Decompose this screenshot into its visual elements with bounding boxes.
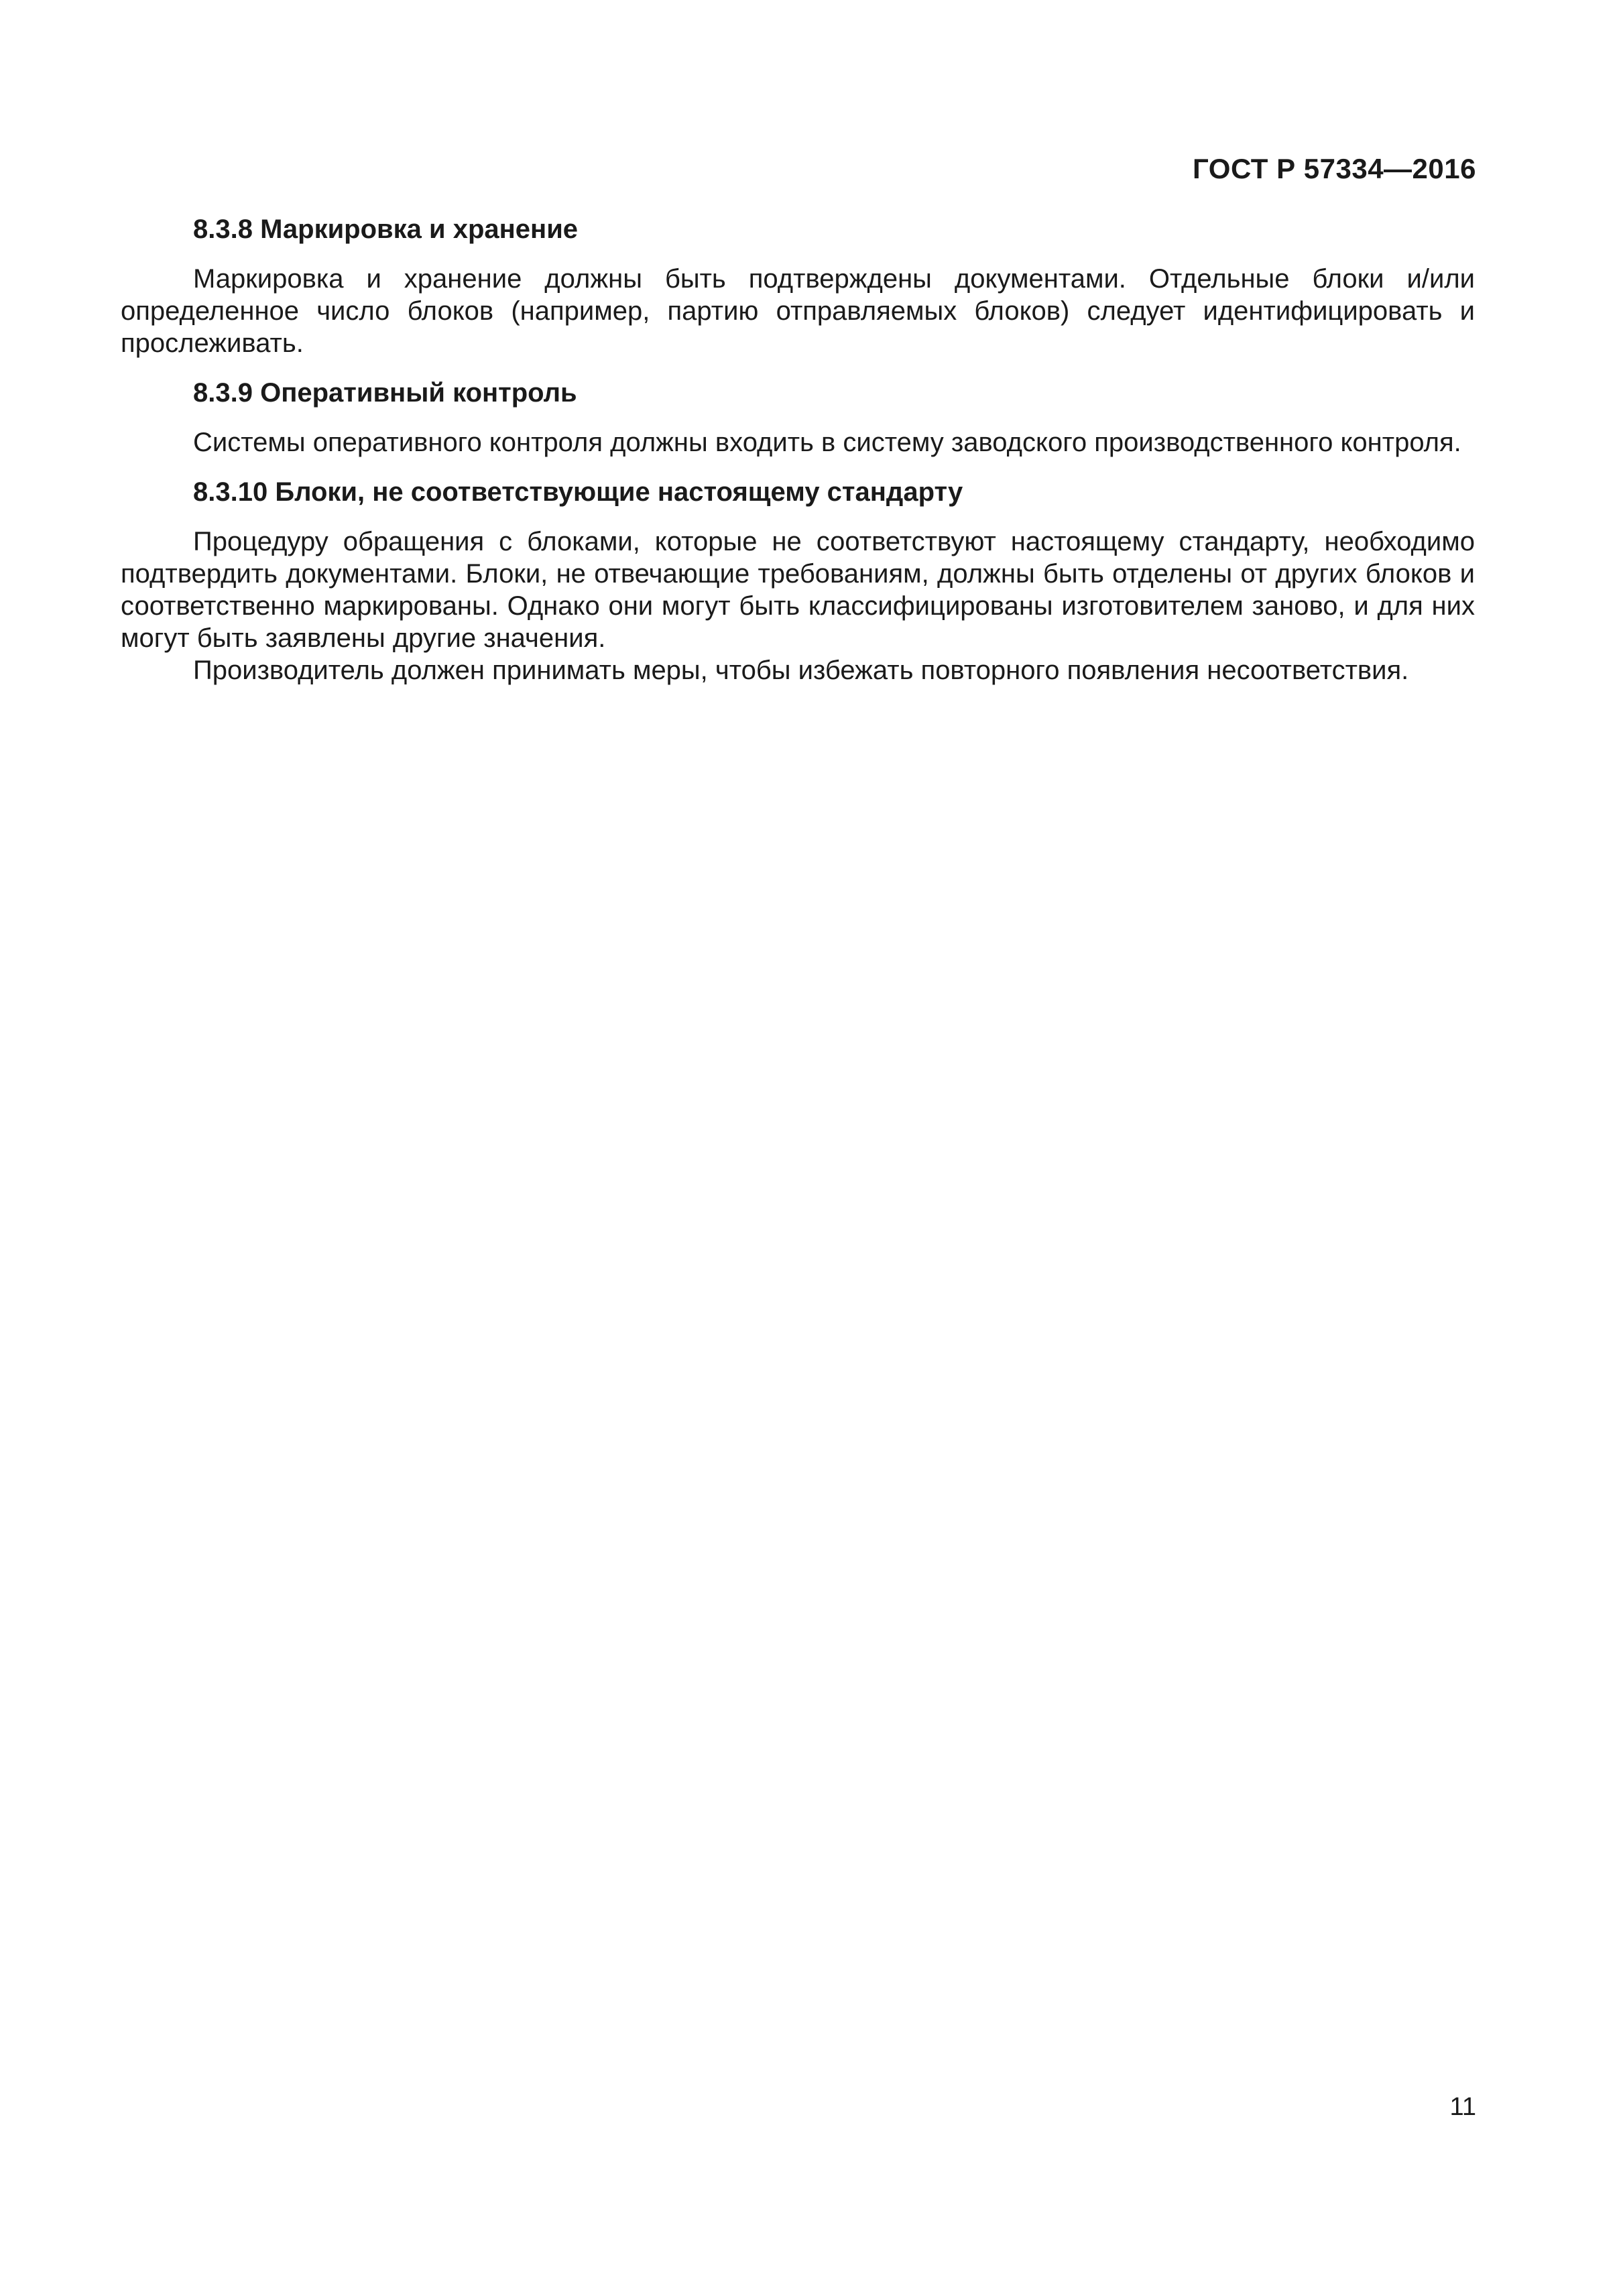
section-8-3-10 xyxy=(121,476,1475,686)
page-number: 11 xyxy=(1449,2093,1476,2121)
document-code: ГОСТ Р 57334—2016 xyxy=(1193,153,1476,184)
section-paragraph: Системы оперативного контроля должны входить в систему заводского производственного контроля. xyxy=(193,428,1461,457)
section-heading: 8.3.10 Блоки, не соответствующие настоящему стандарту xyxy=(193,477,963,507)
section-8-3-8 xyxy=(121,213,1475,359)
section-8-3-9 xyxy=(121,377,1475,459)
section-heading: 8.3.9 Оперативный контроль xyxy=(193,378,577,408)
section-paragraph: Процедуру обращения с блоками, которые не соответствуют настоящему стандарту, необходимо подтвердить документами. Блоки, не отвечающие требованиям, должны быть отделены от других блоков и соответственно маркированы. Однако они могут быть классифицированы изготовителем заново, и для них могут быть заявлены другие значения. xyxy=(121,527,1475,653)
section-heading: 8.3.8 Маркировка и хранение xyxy=(193,215,579,244)
section-paragraph: Производитель должен принимать меры, чтобы избежать повторного появления несоответствия. xyxy=(193,656,1409,685)
section-paragraph: Маркировка и хранение должны быть подтверждены документами. Отдельные блоки и/или определенное число блоков (например, партию отправляемых блоков) следует идентифицировать и прослеживать. xyxy=(121,264,1475,358)
page-content xyxy=(121,213,1475,686)
